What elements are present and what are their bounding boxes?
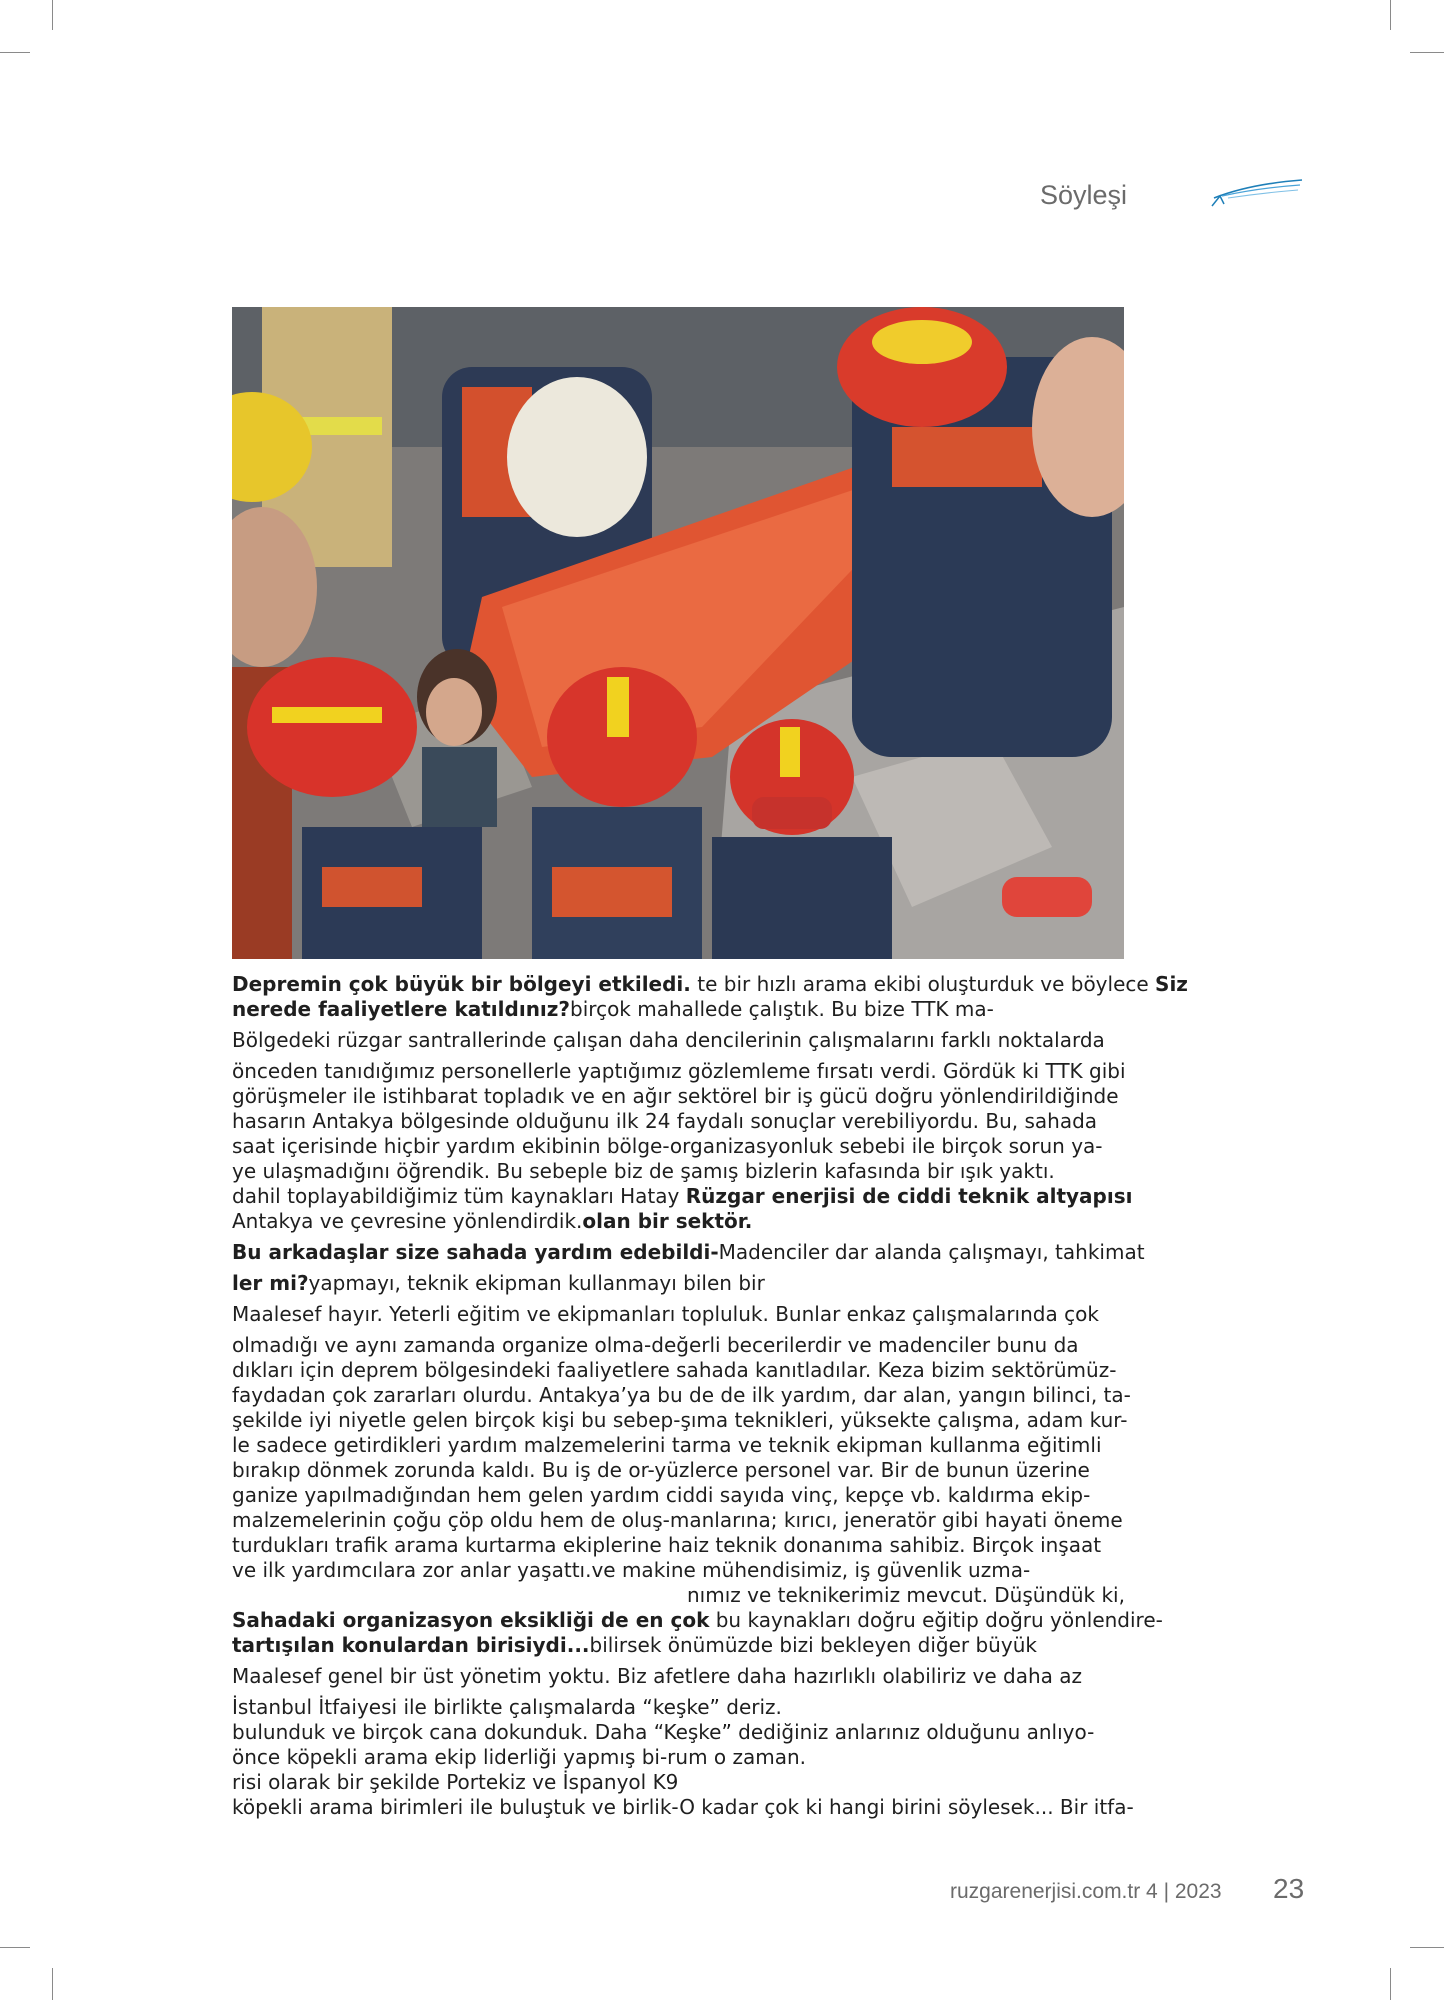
text-line: hasarın Antakya bölgesinde olduğunu ilk 24 faydalı sonuçlar verebiliyordu. Bu, sahada xyxy=(232,1109,1098,1133)
text-line: tartışılan konulardan birisiydi...bilirsek önümüzde bizi bekleyen diğer büyük xyxy=(232,1633,1037,1657)
text-line: nerede faaliyetlere katıldınız?birçok mahallede çalıştık. Bu bize TTK ma- xyxy=(232,997,994,1021)
text-line: malzemelerinin çoğu çöp oldu hem de oluş-manlarına; kırıcı, jeneratör gibi hayati öneme xyxy=(232,1508,1123,1532)
crop-mark xyxy=(52,1968,53,2000)
rescue-photo xyxy=(232,307,1124,959)
question-text: Depremin çok büyük bir bölgeyi etkiledi. xyxy=(232,972,691,996)
text-line: ye ulaşmadığını öğrendik. Bu sebeple biz de şamış bizlerin kafasında bir ışık yaktı. xyxy=(232,1159,1055,1183)
text-line: Depremin çok büyük bir bölgeyi etkiledi. te bir hızlı arama ekibi oluşturduk ve böylece Siz xyxy=(232,972,1188,996)
text-line: nımız ve teknikerimiz mevcut. Düşündük ki, xyxy=(687,1583,1125,1607)
question-text: Rüzgar enerjisi de ciddi teknik altyapısı xyxy=(685,1184,1133,1208)
text-line: risi olarak bir şekilde Portekiz ve İspanyol K9 xyxy=(232,1770,679,1794)
text-line: dıkları için deprem bölgesindeki faaliyetlere sahada kanıtladılar. Keza bizim sektörümüz- xyxy=(232,1358,1117,1382)
text-line: faydadan çok zararları olurdu. Antakya’ya bu de de ilk yardım, dar alan, yangın bilinci, ta- xyxy=(232,1383,1131,1407)
question-text: tartışılan konulardan birisiydi... xyxy=(232,1633,590,1657)
text-line: önce köpekli arama ekip liderliği yapmış bi-rum o zaman. xyxy=(232,1745,807,1769)
text-line: ve ilk yardımcılara zor anlar yaşattı.ve makine mühendisimiz, iş güvenlik uzma- xyxy=(232,1558,1031,1582)
crop-mark xyxy=(1410,52,1444,53)
question-text: Sahadaki organizasyon eksikliği de en çok xyxy=(232,1608,710,1632)
crop-mark xyxy=(1390,0,1391,30)
wind-logo-icon xyxy=(1210,176,1306,214)
text-line: Maalesef genel bir üst yönetim yoktu. Biz afetlere daha hazırlıklı olabiliriz ve daha az xyxy=(232,1664,1082,1688)
text-line: önceden tanıdığımız personellerle yaptığımız gözlemleme fırsatı verdi. Gördük ki TTK gibi xyxy=(232,1059,1126,1083)
crop-mark xyxy=(52,0,53,30)
text-line: olmadığı ve aynı zamanda organize olma-değerli becerilerdir ve madenciler bunu da xyxy=(232,1333,1079,1357)
text-line: köpekli arama birimleri ile buluştuk ve birlik-O kadar çok ki hangi birini söylesek... Bir itfa- xyxy=(232,1795,1134,1819)
question-text: Bu arkadaşlar size sahada yardım edebildi- xyxy=(232,1240,719,1264)
text-line: görüşmeler ile istihbarat topladık ve en ağır sektörel bir iş gücü doğru yönlendirildiğinde xyxy=(232,1084,1119,1108)
text-line: dahil toplayabildiğimiz tüm kaynakları Hatay Rüzgar enerjisi de ciddi teknik altyapısı xyxy=(232,1184,1133,1208)
question-text: Siz xyxy=(1155,972,1188,996)
text-line: Bölgedeki rüzgar santrallerinde çalışan daha dencilerinin çalışmalarını farklı noktalarda xyxy=(232,1028,1105,1052)
crop-mark xyxy=(1410,1947,1444,1948)
text-line: İstanbul İtfaiyesi ile birlikte çalışmalarda “keşke” deriz. xyxy=(232,1695,782,1719)
text-line: saat içerisinde hiçbir yardım ekibinin bölge-organizasyonluk sebebi ile birçok sorun ya- xyxy=(232,1134,1103,1158)
question-text: ler mi? xyxy=(232,1271,309,1295)
question-text: olan bir sektör. xyxy=(582,1209,753,1233)
text-line: turdukları trafik arama kurtarma ekiplerine haiz teknik donanıma sahibiz. Birçok inşaat xyxy=(232,1533,1102,1557)
crop-mark xyxy=(0,1947,30,1948)
question-text: nerede faaliyetlere katıldınız? xyxy=(232,997,571,1021)
text-line: le sadece getirdikleri yardım malzemelerini tarma ve teknik ekipman kullanma eğitimli xyxy=(232,1433,1102,1457)
text-line: şekilde iyi niyetle gelen birçok kişi bu sebep-şıma teknikleri, yüksekte çalışma, adam kur- xyxy=(232,1408,1128,1432)
text-line: ganize yapılmadığından hem gelen yardım ciddi sayıda vinç, kepçe vb. kaldırma ekip- xyxy=(232,1483,1091,1507)
text-line: Bu arkadaşlar size sahada yardım edebildi-Madenciler dar alanda çalışmayı, tahkimat xyxy=(232,1240,1145,1264)
section-label: Söyleşi xyxy=(1040,180,1128,210)
crop-mark xyxy=(1390,1968,1391,2000)
text-line: bulunduk ve birçok cana dokunduk. Daha “Keşke” dediğiniz anlarınız olduğunu anlıyo- xyxy=(232,1720,1095,1744)
footer-site: ruzgarenerjisi.com.tr 4 | 2023 xyxy=(950,1880,1222,1903)
text-line: Sahadaki organizasyon eksikliği de en çok bu kaynakları doğru eğitip doğru yönlendire- xyxy=(232,1608,1163,1632)
text-line: Antakya ve çevresine yönlendirdik.olan bir sektör. xyxy=(232,1209,753,1233)
text-line: ler mi?yapmayı, teknik ekipman kullanmayı bilen bir xyxy=(232,1271,765,1295)
text-line: bırakıp dönmek zorunda kaldı. Bu iş de or-yüzlerce personel var. Bir de bunun üzerine xyxy=(232,1458,1090,1482)
text-line: Maalesef hayır. Yeterli eğitim ve ekipmanları topluluk. Bunlar enkaz çalışmalarında çok xyxy=(232,1302,1099,1326)
crop-mark xyxy=(0,52,30,53)
page-number: 23 xyxy=(1273,1873,1305,1904)
article-body xyxy=(232,972,1188,1820)
